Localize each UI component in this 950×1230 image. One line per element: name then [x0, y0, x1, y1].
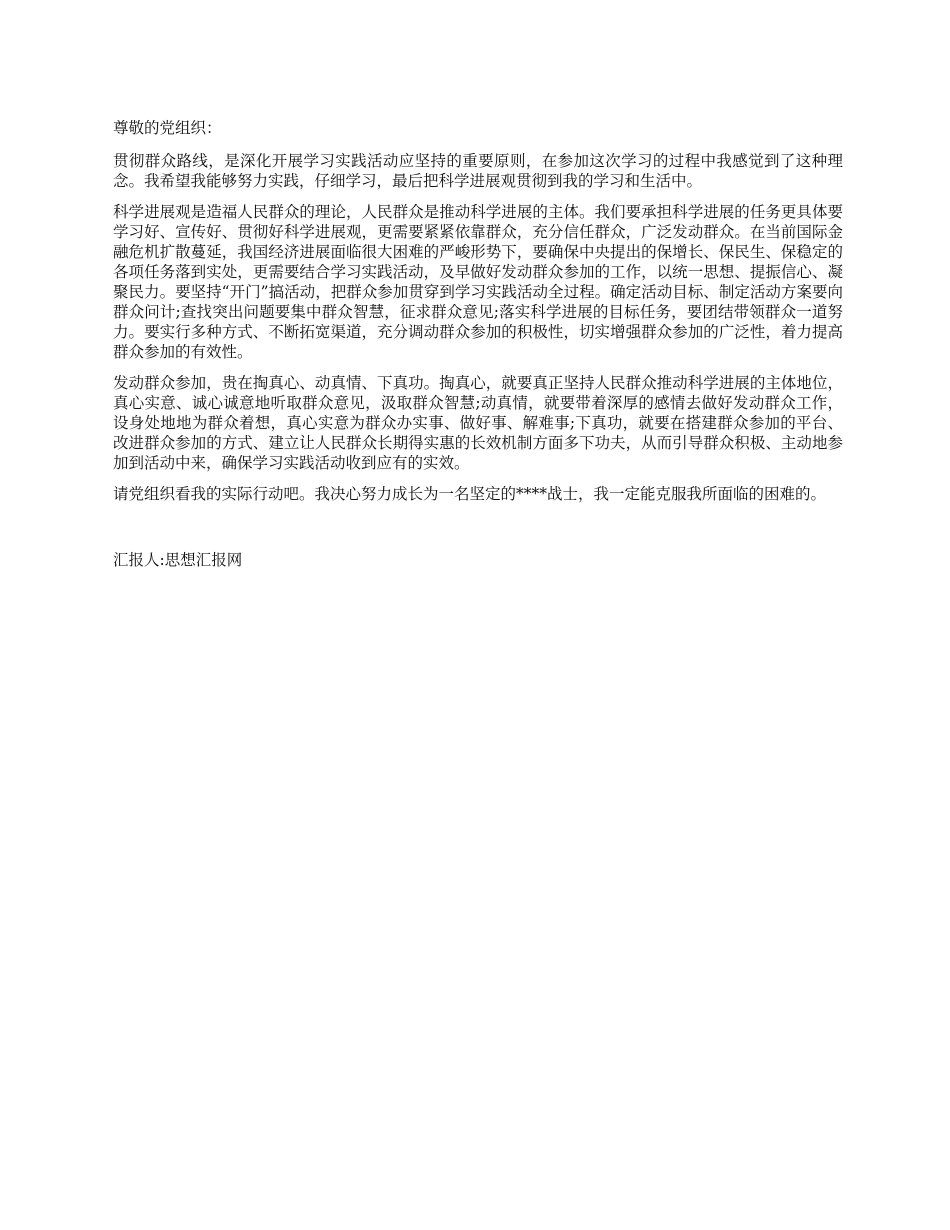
paragraph-2: 科学进展观是造福人民群众的理论，人民群众是推动科学进展的主体。我们要承担科学进展的任务更具体要学习好、宣传好、贯彻好科学进展观，更需要紧紧依靠群众，充分信任群众，广泛发动群众。在当前国际金融危机扩散蔓延，我国经济进展面临很大困难的严峻形势下，要确保中央提出的保增长、保民生、保稳定的各项任务落到实处，更需要结合学习实践活动，及早做好发动群众参加的工作，以统一思想、提振信心、凝聚民力。要坚持“开门”搞活动，把群众参加贯穿到学习实践活动全过程。确定活动目标、制定活动方案要向群众问计;查找突出问题要集中群众智慧，征求群众意见;落实科学进展的目标任务，要团结带领群众一道努力。要实行多种方式、不断拓宽渠道，充分调动群众参加的积极性，切实增强群众参加的广泛性，着力提高群众参加的有效性。	[113, 203, 843, 361]
paragraph-3: 发动群众参加，贵在掏真心、动真情、下真功。掏真心，就要真正坚持人民群众推动科学进展的主体地位，真心实意、诚心诚意地听取群众意见，汲取群众智慧;动真情，就要带着深厚的感情去做好发动群众工作，设身处地地为群众着想，真心实意为群众办实事、做好事、解难事;下真功，就要在搭建群众参加的平台、改进群众参加的方式、建立让人民群众长期得实惠的长效机制方面多下功夫，从而引导群众积极、主动地参加到活动中来，确保学习实践活动收到应有的实效。	[113, 374, 843, 472]
document-page	[113, 118, 843, 581]
paragraph-4: 请党组织看我的实际行动吧。我决心努力成长为一名坚定的****战士，我一定能克服我所面临的困难的。	[113, 485, 827, 503]
salutation: 尊敬的党组织：	[113, 119, 222, 137]
paragraph-1: 贯彻群众路线，是深化开展学习实践活动应坚持的重要原则，在参加这次学习的过程中我感觉到了这种理念。我希望我能够努力实践，仔细学习，最后把科学进展观贯彻到我的学习和生活中。	[113, 152, 843, 190]
signature: 汇报人:思想汇报网	[113, 551, 243, 569]
